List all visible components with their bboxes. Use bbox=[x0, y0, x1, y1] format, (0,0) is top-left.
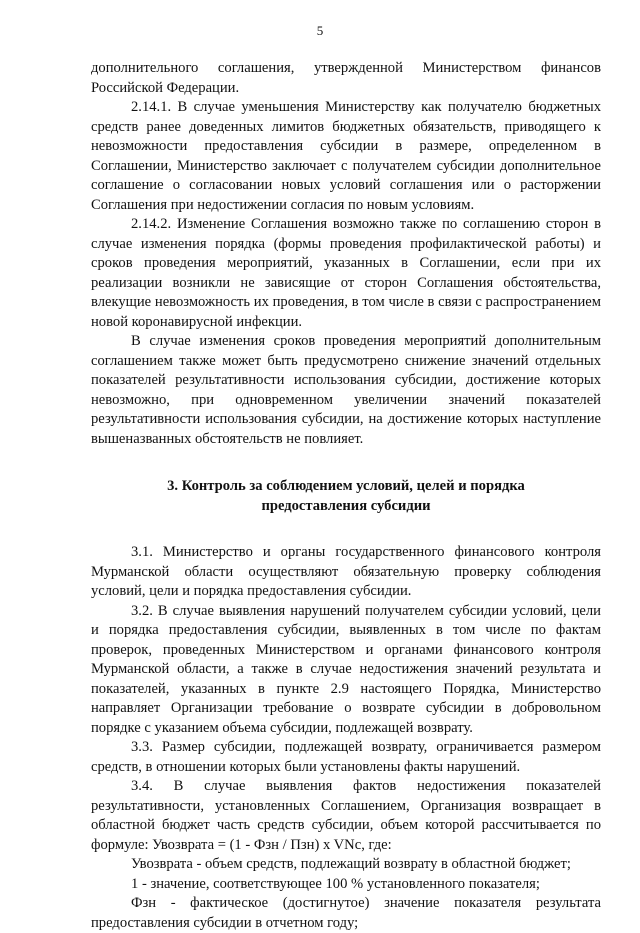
paragraph-deadline-change: В случае изменения сроков проведения мероприятий дополнительным соглашением также может быть предусмотрено снижение значений отдельных показателей результативности использования субсидии, достижение которых невозможно, при одновременном увеличении значений показателей результативности использования субсидии, на достижение которых наступление вышеназванных обстоятельств не повлияет. bbox=[91, 333, 601, 447]
paragraph-3-3: 3.3. Размер субсидии, подлежащей возврату, ограничивается размером средств, в отношении которых были установлены факты нарушений. bbox=[91, 739, 601, 775]
section-heading-line-1: 3. Контроль за соблюдением условий, целей и порядка bbox=[167, 478, 525, 494]
formula-term-uvozvrata: Увозврата - объем средств, подлежащий возврату в областной бюджет; bbox=[131, 856, 571, 872]
section-heading-line-2: предоставления субсидии bbox=[261, 497, 431, 514]
formula-term-fzn: Фзн - фактическое (достигнутое) значение показателя результата предоставления субсидии в отчетном году; bbox=[91, 895, 601, 931]
paragraph-3-1: 3.1. Министерство и органы государственного финансового контроля Мурманской области осуществляют обязательную проверку соблюдения условий, цели и порядка предоставления субсидии. bbox=[91, 544, 601, 599]
document-body bbox=[91, 59, 601, 933]
formula-term-one: 1 - значение, соответствующее 100 % установленного показателя; bbox=[131, 875, 540, 892]
section-heading bbox=[91, 477, 601, 516]
page-number: 5 bbox=[316, 23, 324, 38]
paragraph-continuation: дополнительного соглашения, утвержденной Министерством финансов Российской Федерации. bbox=[91, 60, 601, 96]
paragraph-2-14-2: 2.14.2. Изменение Соглашения возможно также по соглашению сторон в случае изменения порядка (формы проведения профилактической работы) и сроков проведения мероприятий, указанных в Соглашении, если при их реализации возникли не зависящие от сторон Соглашения обстоятельства, влекущие невозможность их проведения, в том числе в связи с распространением новой коронавирусной инфекции. bbox=[91, 216, 601, 330]
paragraph-2-14-1: 2.14.1. В случае уменьшения Министерству как получателю бюджетных средств ранее доведенных лимитов бюджетных обязательств, приводящего к невозможности предоставления субсидии в размере, определенном в Соглашении, Министерство заключает с получателем субсидии дополнительное соглашение о согласовании новых условий соглашения или о расторжении Соглашения при недостижении согласия по новым условиям. bbox=[91, 99, 601, 213]
paragraph-3-4: 3.4. В случае выявления фактов недостижения показателей результативности, установленных Соглашением, Организация возвращает в областной бюджет часть средств субсидии, объем которой рассчитывается по формуле: Увозврата = (1 - Фзн / Пзн) x VNс, где: bbox=[91, 778, 601, 853]
paragraph-3-2: 3.2. В случае выявления нарушений получателем субсидии условий, цели и порядка предоставления субсидии, выявленных в том числе по фактам проверок, проведенных Министерством и органами финансового контроля Мурманской области, а также в случае недостижения значений результата и показателей, указанных в пункте 2.9 настоящего Порядка, Министерство направляет Организации требование о возврате субсидии в добровольном порядке с указанием объема субсидии, подлежащей возврату. bbox=[91, 602, 601, 736]
